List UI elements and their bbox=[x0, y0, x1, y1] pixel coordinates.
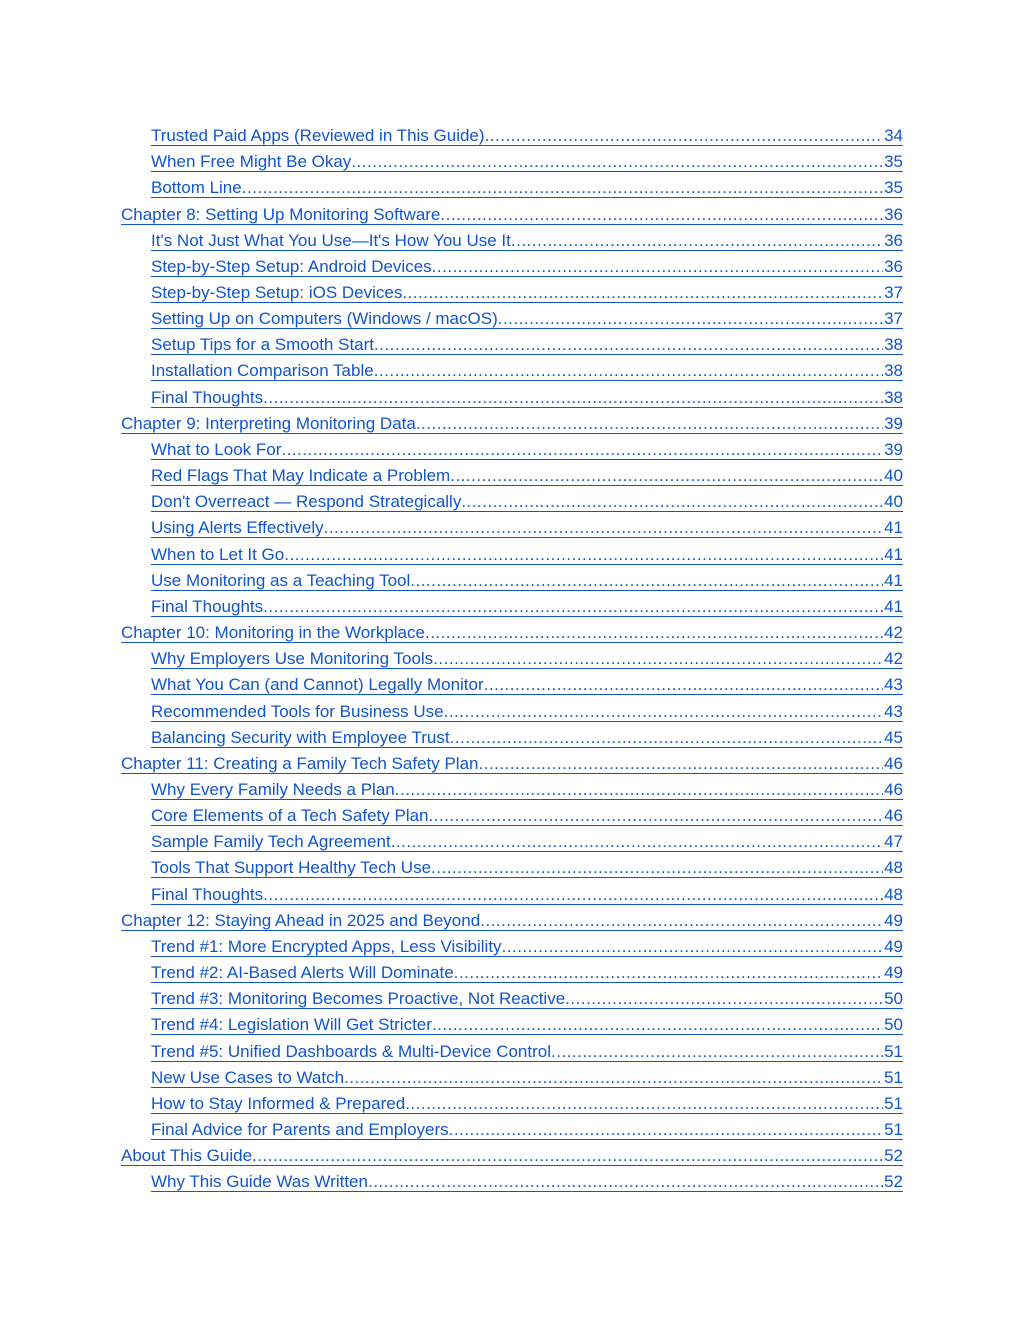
toc-page-number: 38 bbox=[884, 387, 903, 407]
toc-page-number: 46 bbox=[884, 806, 903, 826]
toc-entry-line bbox=[151, 545, 903, 565]
toc-page-number: 48 bbox=[884, 884, 903, 904]
toc-page-number: 39 bbox=[884, 413, 903, 433]
toc-entry-title: Tools That Support Healthy Tech Use bbox=[151, 858, 432, 878]
toc-entry-title: It's Not Just What You Use—It's How You Use It bbox=[151, 230, 511, 250]
toc-entry-title: Setup Tips for a Smooth Start bbox=[151, 335, 375, 355]
toc-entry-line bbox=[151, 571, 903, 591]
toc-entry-title: Balancing Security with Employee Trust bbox=[151, 727, 450, 747]
toc-entry-title: Why Employers Use Monitoring Tools bbox=[151, 649, 434, 669]
toc-section-link[interactable] bbox=[0, 332, 1024, 358]
toc-entry-line bbox=[151, 1068, 903, 1088]
toc-section-link[interactable] bbox=[0, 463, 1024, 489]
toc-page-number: 48 bbox=[884, 858, 903, 878]
toc-entry-line bbox=[151, 832, 903, 852]
toc-entry-line bbox=[121, 754, 903, 774]
toc-dot-leader bbox=[450, 466, 883, 485]
toc-dot-leader bbox=[425, 623, 883, 642]
toc-entry-line bbox=[151, 466, 903, 486]
toc-dot-leader bbox=[461, 492, 883, 511]
toc-entry-line bbox=[151, 152, 903, 172]
toc-entry-line bbox=[121, 414, 903, 434]
toc-section-link[interactable] bbox=[0, 437, 1024, 463]
toc-page-number: 35 bbox=[884, 178, 903, 198]
toc-entry-title: Chapter 10: Monitoring in the Workplace bbox=[121, 623, 425, 643]
toc-section-link[interactable] bbox=[0, 855, 1024, 881]
toc-section-link[interactable] bbox=[0, 489, 1024, 515]
toc-entry-line bbox=[151, 728, 903, 748]
toc-dot-leader bbox=[395, 780, 883, 799]
toc-page-number: 49 bbox=[884, 936, 903, 956]
toc-chapter-link[interactable] bbox=[0, 1143, 1024, 1169]
toc-entry-title: When to Let It Go bbox=[151, 544, 285, 564]
toc-section-link[interactable] bbox=[0, 542, 1024, 568]
toc-entry-line bbox=[151, 257, 903, 277]
toc-page-number: 47 bbox=[884, 832, 903, 852]
toc-entry-line bbox=[151, 309, 903, 329]
toc-entry-line bbox=[151, 806, 903, 826]
toc-page-number: 37 bbox=[884, 283, 903, 303]
toc-entry-line bbox=[121, 911, 903, 931]
toc-entry-title: Sample Family Tech Agreement bbox=[151, 832, 391, 852]
toc-page-number: 46 bbox=[884, 753, 903, 773]
toc-section-link[interactable] bbox=[0, 698, 1024, 724]
toc-entry-title: New Use Cases to Watch bbox=[151, 1067, 345, 1087]
toc-dot-leader bbox=[479, 754, 884, 773]
toc-dot-leader bbox=[284, 545, 883, 564]
toc-page-number: 41 bbox=[884, 518, 903, 538]
toc-dot-leader bbox=[351, 152, 883, 171]
toc-dot-leader bbox=[502, 937, 884, 956]
toc-page-number: 51 bbox=[884, 1041, 903, 1061]
toc-entry-line bbox=[151, 1094, 903, 1114]
toc-section-link[interactable] bbox=[0, 986, 1024, 1012]
toc-page-number: 41 bbox=[884, 544, 903, 564]
toc-dot-leader bbox=[410, 571, 883, 590]
toc-entry-title: Why This Guide Was Written bbox=[151, 1172, 368, 1192]
toc-dot-leader bbox=[416, 414, 883, 433]
toc-dot-leader bbox=[281, 440, 883, 459]
toc-page-number: 38 bbox=[884, 335, 903, 355]
toc-entry-line bbox=[121, 205, 903, 225]
toc-entry-title: What You Can (and Cannot) Legally Monitor bbox=[151, 675, 484, 695]
toc-page-number: 41 bbox=[884, 596, 903, 616]
toc-section-link[interactable] bbox=[0, 1091, 1024, 1117]
toc-dot-leader bbox=[484, 675, 883, 694]
toc-page-number: 39 bbox=[884, 439, 903, 459]
toc-entry-title: About This Guide bbox=[121, 1146, 253, 1166]
toc-dot-leader bbox=[263, 885, 883, 904]
toc-entry-title: When Free Might Be Okay bbox=[151, 152, 352, 172]
toc-entry-line bbox=[121, 623, 903, 643]
toc-page-number: 42 bbox=[884, 649, 903, 669]
toc-entry-title: Final Thoughts bbox=[151, 387, 264, 407]
toc-section-link[interactable] bbox=[0, 1117, 1024, 1143]
toc-page-number: 36 bbox=[884, 256, 903, 276]
toc-section-link[interactable] bbox=[0, 515, 1024, 541]
toc-entry-line bbox=[151, 1120, 903, 1140]
toc-chapter-link[interactable] bbox=[0, 201, 1024, 227]
toc-entry-title: Don't Overreact — Respond Strategically bbox=[151, 492, 462, 512]
toc-entry-line bbox=[151, 675, 903, 695]
toc-entry-title: Trusted Paid Apps (Reviewed in This Guide) bbox=[151, 126, 485, 146]
toc-entry-title: Trend #4: Legislation Will Get Stricter bbox=[151, 1015, 432, 1035]
toc-entry-line bbox=[151, 440, 903, 460]
toc-page-number: 36 bbox=[884, 204, 903, 224]
toc-page-number: 51 bbox=[884, 1093, 903, 1113]
toc-section-link[interactable] bbox=[0, 254, 1024, 280]
toc-section-link[interactable] bbox=[0, 123, 1024, 149]
toc-entry-title: Trend #5: Unified Dashboards & Multi-Device Control bbox=[151, 1041, 551, 1061]
toc-page-number: 51 bbox=[884, 1067, 903, 1087]
toc-section-link[interactable] bbox=[0, 829, 1024, 855]
toc-entry-line bbox=[151, 858, 903, 878]
toc-page-number: 34 bbox=[884, 126, 903, 146]
toc-dot-leader bbox=[444, 702, 883, 721]
toc-entry-title: Bottom Line bbox=[151, 178, 242, 198]
toc-chapter-link[interactable] bbox=[0, 751, 1024, 777]
toc-entry-line bbox=[151, 492, 903, 512]
toc-dot-leader bbox=[324, 518, 883, 537]
toc-dot-leader bbox=[433, 649, 883, 668]
toc-dot-leader bbox=[432, 1015, 883, 1034]
toc-entry-line bbox=[151, 1042, 903, 1062]
toc-entry-line bbox=[151, 283, 903, 303]
toc-entry-title: Final Thoughts bbox=[151, 596, 264, 616]
toc-dot-leader bbox=[368, 1172, 883, 1191]
toc-page-number: 49 bbox=[884, 910, 903, 930]
toc-entry-title: Step-by-Step Setup: Android Devices bbox=[151, 256, 432, 276]
toc-dot-leader bbox=[374, 335, 883, 354]
toc-page-number: 41 bbox=[884, 570, 903, 590]
toc-page-number: 52 bbox=[884, 1172, 903, 1192]
toc-dot-leader bbox=[344, 1068, 883, 1087]
toc-dot-leader bbox=[432, 257, 883, 276]
toc-section-link[interactable] bbox=[0, 594, 1024, 620]
toc-dot-leader bbox=[449, 1120, 883, 1139]
toc-entry-line bbox=[151, 361, 903, 381]
toc-section-link[interactable] bbox=[0, 306, 1024, 332]
toc-dot-leader bbox=[405, 1094, 883, 1113]
toc-page-number: 50 bbox=[884, 1015, 903, 1035]
toc-entry-title: Installation Comparison Table bbox=[151, 361, 374, 381]
toc-entry-line bbox=[151, 126, 903, 146]
toc-entry-title: Final Advice for Parents and Employers bbox=[151, 1120, 449, 1140]
toc-section-link[interactable] bbox=[0, 960, 1024, 986]
toc-entry-title: Red Flags That May Indicate a Problem bbox=[151, 466, 451, 486]
toc-entry-title: Use Monitoring as a Teaching Tool bbox=[151, 570, 411, 590]
toc-entry-line bbox=[151, 597, 903, 617]
toc-section-link[interactable] bbox=[0, 882, 1024, 908]
toc-entry-title: Setting Up on Computers (Windows / macOS) bbox=[151, 309, 498, 329]
toc-section-link[interactable] bbox=[0, 568, 1024, 594]
toc-dot-leader bbox=[263, 388, 883, 407]
toc-section-link[interactable] bbox=[0, 1169, 1024, 1195]
toc-entry-title: Trend #2: AI-Based Alerts Will Dominate bbox=[151, 963, 454, 983]
toc-entry-title: Chapter 11: Creating a Family Tech Safety Plan bbox=[121, 753, 479, 773]
toc-entry-line bbox=[151, 989, 903, 1009]
toc-entry-line bbox=[151, 231, 903, 251]
toc-entry-title: Trend #1: More Encrypted Apps, Less Visibility bbox=[151, 936, 502, 956]
toc-entry-line bbox=[151, 649, 903, 669]
toc-entry-title: Recommended Tools for Business Use bbox=[151, 701, 444, 721]
toc-section-link[interactable] bbox=[0, 1065, 1024, 1091]
toc-dot-leader bbox=[551, 1042, 883, 1061]
toc-dot-leader bbox=[454, 963, 883, 982]
toc-entry-title: Final Thoughts bbox=[151, 884, 264, 904]
toc-entry-line bbox=[151, 702, 903, 722]
toc-entry-title: Step-by-Step Setup: iOS Devices bbox=[151, 283, 403, 303]
toc-dot-leader bbox=[374, 361, 883, 380]
toc-section-link[interactable] bbox=[0, 228, 1024, 254]
toc-section-link[interactable] bbox=[0, 803, 1024, 829]
toc-page-number: 35 bbox=[884, 152, 903, 172]
toc-page-number: 43 bbox=[884, 675, 903, 695]
table-of-contents bbox=[0, 123, 1024, 1195]
toc-dot-leader bbox=[565, 989, 883, 1008]
toc-dot-leader bbox=[440, 205, 883, 224]
toc-entry-line bbox=[151, 1172, 903, 1192]
toc-section-link[interactable] bbox=[0, 777, 1024, 803]
toc-entry-line bbox=[121, 1146, 903, 1166]
toc-page-number: 46 bbox=[884, 779, 903, 799]
toc-entry-title: Using Alerts Effectively bbox=[151, 518, 324, 538]
toc-dot-leader bbox=[252, 1146, 883, 1165]
toc-entry-title: What to Look For bbox=[151, 439, 282, 459]
toc-page-number: 42 bbox=[884, 623, 903, 643]
toc-entry-line bbox=[151, 178, 903, 198]
toc-section-link[interactable] bbox=[0, 672, 1024, 698]
toc-section-link[interactable] bbox=[0, 1038, 1024, 1064]
toc-dot-leader bbox=[402, 283, 883, 302]
toc-dot-leader bbox=[480, 911, 883, 930]
toc-page-number: 51 bbox=[884, 1120, 903, 1140]
toc-dot-leader bbox=[511, 231, 883, 250]
toc-page-number: 45 bbox=[884, 727, 903, 747]
toc-entry-line bbox=[151, 388, 903, 408]
toc-chapter-link[interactable] bbox=[0, 411, 1024, 437]
toc-dot-leader bbox=[242, 178, 883, 197]
toc-section-link[interactable] bbox=[0, 280, 1024, 306]
toc-entry-line bbox=[151, 963, 903, 983]
toc-entry-line bbox=[151, 1015, 903, 1035]
toc-entry-title: Chapter 8: Setting Up Monitoring Software bbox=[121, 204, 441, 224]
toc-section-link[interactable] bbox=[0, 1012, 1024, 1038]
toc-entry-line bbox=[151, 335, 903, 355]
toc-entry-title: Trend #3: Monitoring Becomes Proactive, Not Reactive bbox=[151, 989, 566, 1009]
toc-section-link[interactable] bbox=[0, 149, 1024, 175]
toc-page-number: 52 bbox=[884, 1146, 903, 1166]
toc-section-link[interactable] bbox=[0, 934, 1024, 960]
toc-dot-leader bbox=[498, 309, 883, 328]
toc-section-link[interactable] bbox=[0, 646, 1024, 672]
toc-dot-leader bbox=[263, 597, 883, 616]
toc-page-number: 40 bbox=[884, 492, 903, 512]
toc-dot-leader bbox=[485, 126, 884, 145]
toc-dot-leader bbox=[431, 858, 883, 877]
toc-page-number: 50 bbox=[884, 989, 903, 1009]
toc-entry-title: Chapter 12: Staying Ahead in 2025 and Beyond bbox=[121, 910, 481, 930]
toc-page-number: 40 bbox=[884, 466, 903, 486]
toc-section-link[interactable] bbox=[0, 725, 1024, 751]
toc-entry-title: How to Stay Informed & Prepared bbox=[151, 1093, 406, 1113]
toc-dot-leader bbox=[429, 806, 884, 825]
toc-dot-leader bbox=[450, 728, 883, 747]
toc-page-number: 36 bbox=[884, 230, 903, 250]
toc-entry-line bbox=[151, 518, 903, 538]
toc-chapter-link[interactable] bbox=[0, 908, 1024, 934]
toc-page-number: 49 bbox=[884, 963, 903, 983]
toc-section-link[interactable] bbox=[0, 175, 1024, 201]
toc-entry-title: Why Every Family Needs a Plan bbox=[151, 779, 395, 799]
toc-page-number: 37 bbox=[884, 309, 903, 329]
toc-section-link[interactable] bbox=[0, 385, 1024, 411]
toc-entry-line bbox=[151, 885, 903, 905]
toc-page-number: 43 bbox=[884, 701, 903, 721]
toc-dot-leader bbox=[391, 832, 883, 851]
toc-entry-title: Chapter 9: Interpreting Monitoring Data bbox=[121, 413, 416, 433]
toc-chapter-link[interactable] bbox=[0, 620, 1024, 646]
toc-page-number: 38 bbox=[884, 361, 903, 381]
toc-entry-line bbox=[151, 937, 903, 957]
toc-entry-title: Core Elements of a Tech Safety Plan bbox=[151, 806, 429, 826]
toc-entry-line bbox=[151, 780, 903, 800]
toc-section-link[interactable] bbox=[0, 358, 1024, 384]
